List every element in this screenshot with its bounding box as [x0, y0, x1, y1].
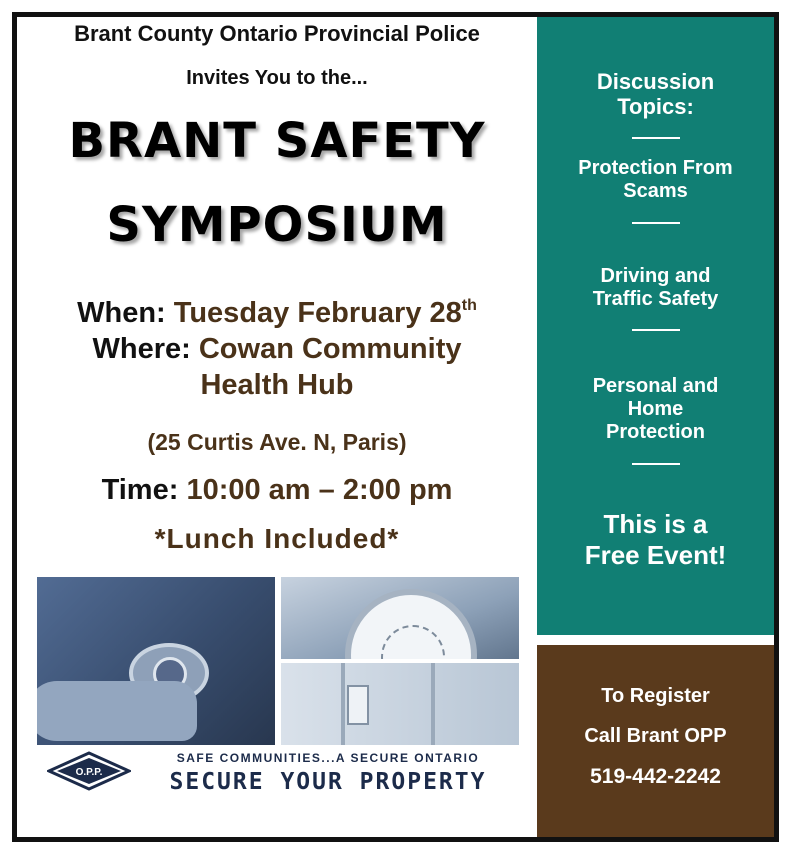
address: (25 Curtis Ave. N, Paris): [147, 429, 407, 455]
divider-rule: [632, 222, 680, 224]
photo-collage: [37, 577, 519, 745]
topic-driving: [537, 265, 774, 311]
timer-photo: [281, 577, 519, 659]
when-line: [17, 297, 537, 330]
register-phone: 519-442-2242: [590, 765, 721, 788]
topic-driving-line1: Driving and: [600, 265, 711, 287]
divider-rule: [632, 463, 680, 465]
timer-dial-inner: [381, 625, 445, 659]
time-value: 10:00 am – 2:00 pm: [186, 474, 453, 506]
event-title-line2: SYMPOSIUM: [106, 197, 448, 253]
window-frame-shape-2: [431, 663, 435, 745]
poster-frame: [12, 12, 779, 842]
main-panel: [17, 17, 537, 837]
when-value: Tuesday February 28: [173, 297, 462, 329]
divider-rule: [632, 329, 680, 331]
panel-gap: [537, 635, 774, 645]
door-lock-photo: [37, 577, 275, 745]
opp-badge-icon: [47, 751, 131, 791]
topic-personal-line3: Protection: [606, 421, 705, 443]
lunch-note: *Lunch Included*: [154, 523, 400, 554]
secure-property-banner: [37, 747, 519, 801]
latch-shape: [347, 685, 369, 725]
free-event-note: [537, 509, 774, 571]
topic-driving-line2: Traffic Safety: [592, 288, 719, 310]
opp-badge-text: O.P.P.: [75, 767, 103, 778]
topic-personal: [537, 375, 774, 444]
topic-scams: [537, 157, 774, 203]
time-label: Time:: [101, 474, 179, 506]
time-line: [17, 474, 537, 507]
topics-heading-line1: Discussion: [596, 69, 715, 94]
register-panel: [537, 645, 774, 837]
topics-heading-line2: Topics:: [617, 94, 694, 120]
where-value-line2: Health Hub: [200, 369, 354, 401]
topic-scams-line1: Protection From: [578, 157, 733, 179]
where-line: [17, 333, 537, 366]
topic-personal-line2: Home: [627, 398, 684, 420]
register-line1: To Register: [601, 685, 710, 707]
free-event-line2: Free Event!: [584, 540, 727, 571]
banner-headline: SECURE YOUR PROPERTY: [169, 769, 487, 795]
topics-sidebar: [537, 17, 774, 635]
free-event-line1: This is a: [603, 509, 708, 539]
event-title-line1: BRANT SAFETY: [68, 113, 486, 169]
invites-line: Invites You to the...: [186, 67, 368, 89]
window-frame-shape: [341, 663, 345, 745]
hand-shape: [37, 681, 197, 741]
organizer-header: Brant County Ontario Provincial Police: [74, 21, 480, 46]
where-line-2: [17, 369, 537, 402]
register-line2: Call Brant OPP: [584, 725, 727, 747]
topic-personal-line1: Personal and: [592, 375, 719, 397]
window-latch-photo: [281, 663, 519, 745]
when-label: When:: [77, 297, 166, 329]
where-value-line1: Cowan Community: [198, 333, 462, 365]
topic-scams-line2: Scams: [623, 180, 688, 202]
divider-rule: [632, 137, 680, 139]
banner-tagline: SAFE COMMUNITIES...A SECURE ONTARIO: [176, 751, 480, 765]
where-label: Where:: [92, 333, 191, 365]
topics-heading: [537, 69, 774, 120]
when-suffix: th: [461, 297, 477, 314]
timer-dial-shape: [345, 589, 477, 659]
